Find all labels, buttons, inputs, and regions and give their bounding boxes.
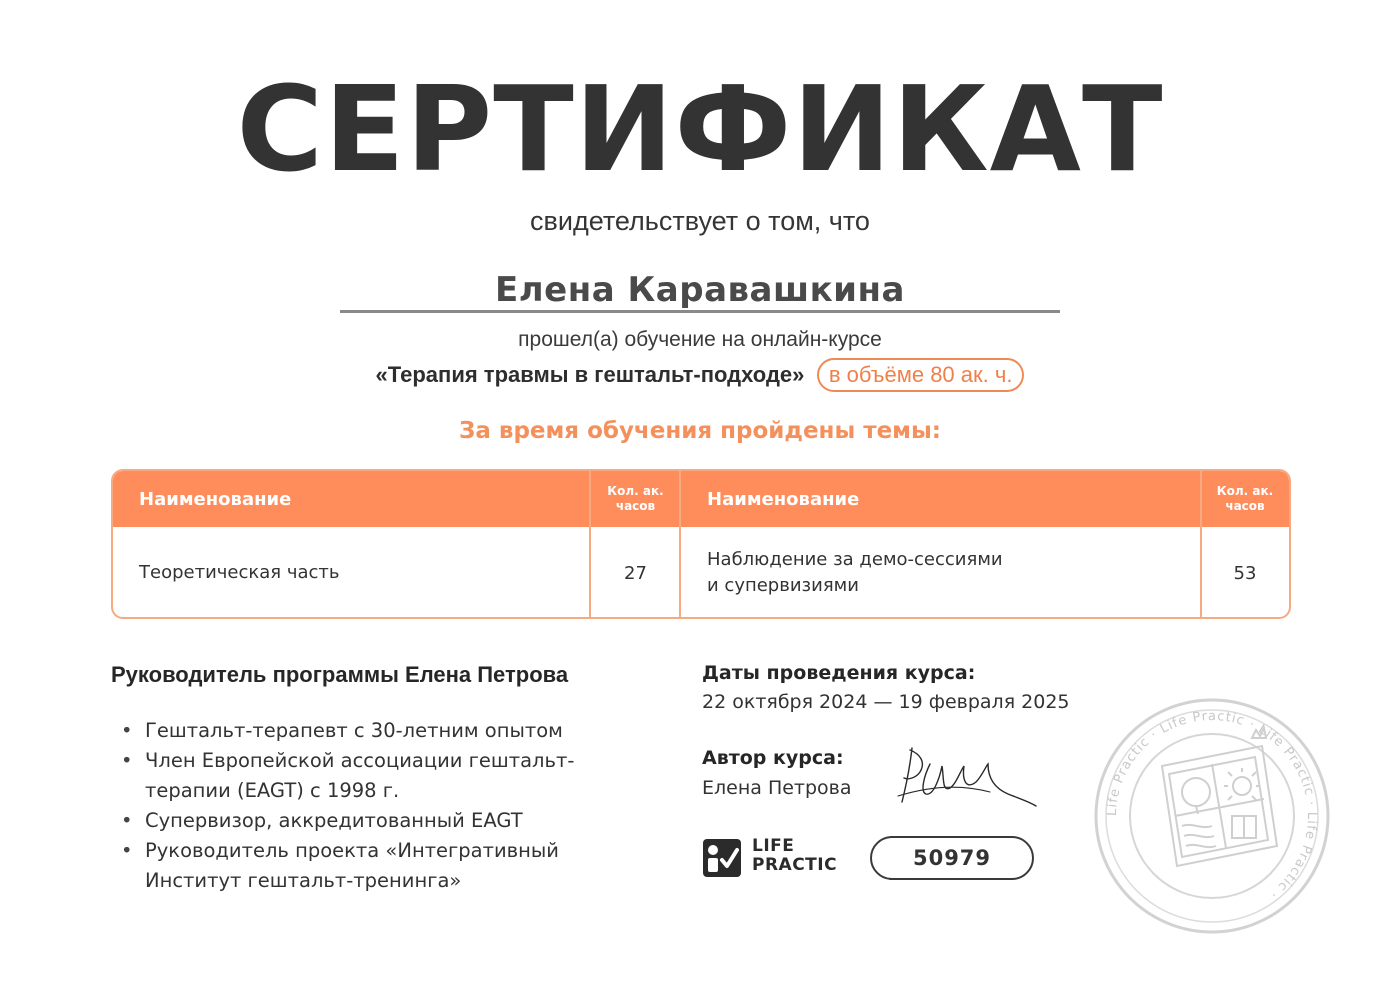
passed-text: прошел(а) обучение на онлайн-курсе [518,328,882,351]
list-item: • Супервизор, аккредитованный EAGT [121,806,681,836]
svg-text:Life Practic · Life Practic ·: Life Practic · Life Practic · Life Practic · Life Practic · [1104,708,1320,903]
certificate-subtitle: свидетельствует о том, что [530,206,870,236]
life-practic-logo [702,834,852,882]
list-item: • Руководитель проекта «Интегративный Институт гештальт-тренинга» [121,836,681,896]
signature-icon [890,736,1040,812]
table-divider [589,471,591,619]
topic-name-left: Теоретическая часть [139,562,340,583]
header-hours-left: Кол. ак. часов [607,484,664,513]
course-name: «Терапия травмы в гештальт-подходе» [375,362,805,387]
list-item: • Гештальт-терапевт с 30-летним опытом [121,716,681,746]
table-header [113,471,1289,527]
topic-hours-right: 53 [1233,562,1257,584]
course-dates-value: 22 октября 2024 — 19 февраля 2025 [702,691,1070,713]
header-name-right: Наименование [707,488,860,510]
logo-text: LIFE PRACTIC [752,836,838,875]
course-dates-label: Даты проведения курса: [702,662,976,684]
topic-hours-left: 27 [624,562,647,584]
recipient-name: Елена Каравашкина [495,270,905,310]
logo-icon [702,838,742,878]
header-name-left: Наименование [139,488,292,510]
course-row [0,358,1400,392]
recipient-underline [340,310,1060,313]
program-manager-title: Руководитель программы Елена Петрова [111,662,569,687]
list-item: • Член Европейской ассоциации гештальт- терапии (EAGT) с 1998 г. [121,746,681,806]
header-hours-right: Кол. ак. часов [1216,484,1274,513]
program-manager-bullets [121,716,681,896]
certificate-title: СЕРТИФИКАТ [236,60,1164,198]
table-divider [679,471,681,619]
seal-stamp-icon [1092,696,1332,936]
table-divider [1200,471,1202,619]
topics-table [111,469,1291,619]
course-author-label: Автор курса: [702,747,844,769]
course-volume-badge: в объёме 80 ак. ч. [817,358,1025,392]
topic-name-right: Наблюдение за демо-сессиями и супервизиями [707,549,1003,596]
topics-heading: За время обучения пройдены темы: [459,418,941,444]
certificate-number: 50979 [870,836,1034,880]
course-author-value: Елена Петрова [702,777,852,799]
